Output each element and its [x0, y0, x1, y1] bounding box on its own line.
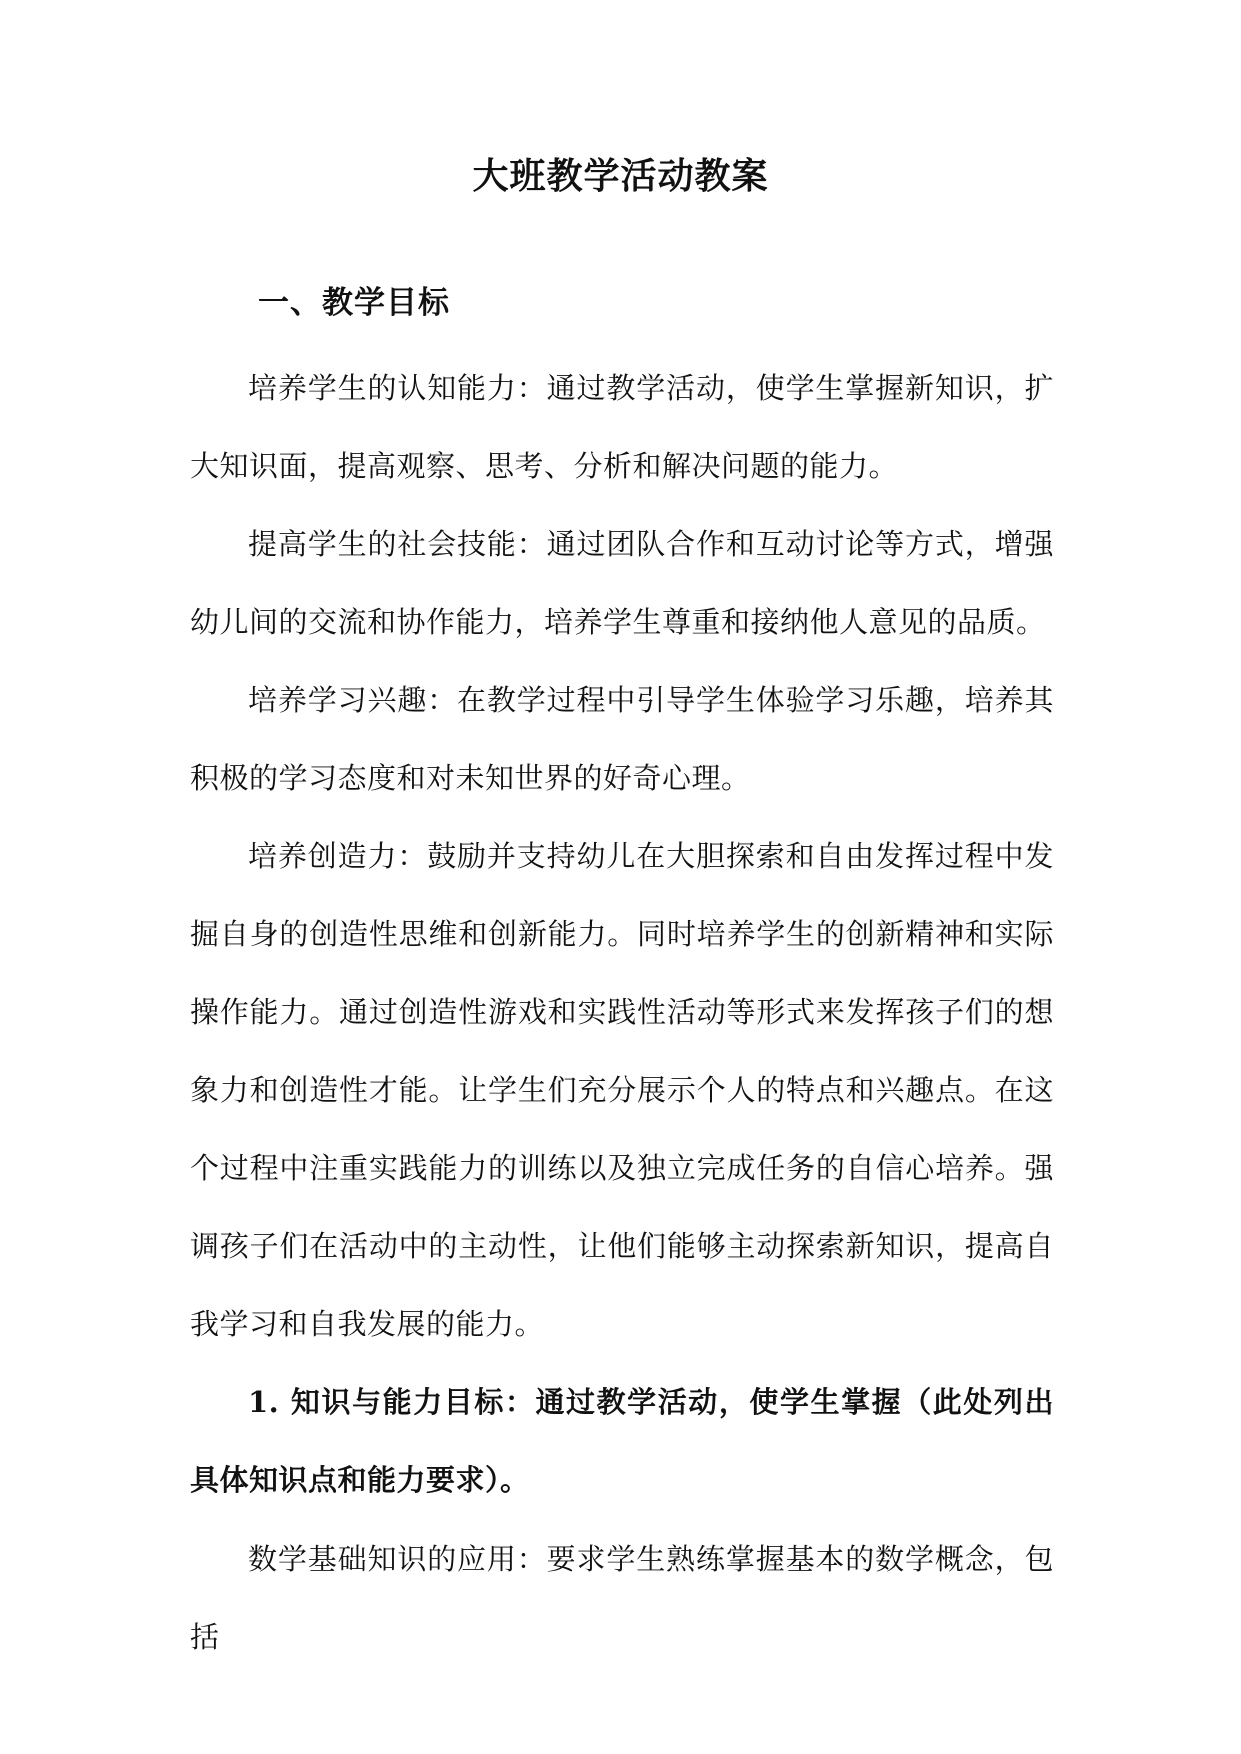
document-title: 大班教学活动教案: [472, 155, 769, 197]
paragraph-learning-interest: 培养学习兴趣：在教学过程中引导学生体验学习乐趣，培养其积极的学习态度和对未知世界的好奇心理。: [190, 683, 1054, 795]
section-heading: 一、教学目标: [258, 285, 450, 321]
paragraph-cognitive-ability: 培养学生的认知能力：通过教学活动，使学生掌握新知识，扩大知识面，提高观察、思考、分析和解决问题的能力。: [190, 371, 1054, 483]
knowledge-ability-subheading: 1. 知识与能力目标：通过教学活动，使学生掌握（此处列出具体知识点和能力要求）。: [190, 1385, 1054, 1497]
paragraph-math-basics: 数学基础知识的应用：要求学生熟练掌握基本的数学概念，包括: [190, 1542, 1054, 1654]
paragraph-creativity: 培养创造力：鼓励并支持幼儿在大胆探索和自由发挥过程中发掘自身的创造性思维和创新能力。同时培养学生的创新精神和实际操作能力。通过创造性游戏和实践性活动等形式来发挥孩子们的想象力和创造性才能。让学生们充分展示个人的特点和兴趣点。在这个过程中注重实践能力的训练以及独立完成任务的自信心培养。强调孩子们在活动中的主动性，让他们能够主动探索新知识，提高自我学习和自我发展的能力。: [190, 839, 1054, 1341]
paragraph-social-skills: 提高学生的社会技能：通过团队合作和互动讨论等方式，增强幼儿间的交流和协作能力，培养学生尊重和接纳他人意见的品质。: [190, 527, 1054, 639]
